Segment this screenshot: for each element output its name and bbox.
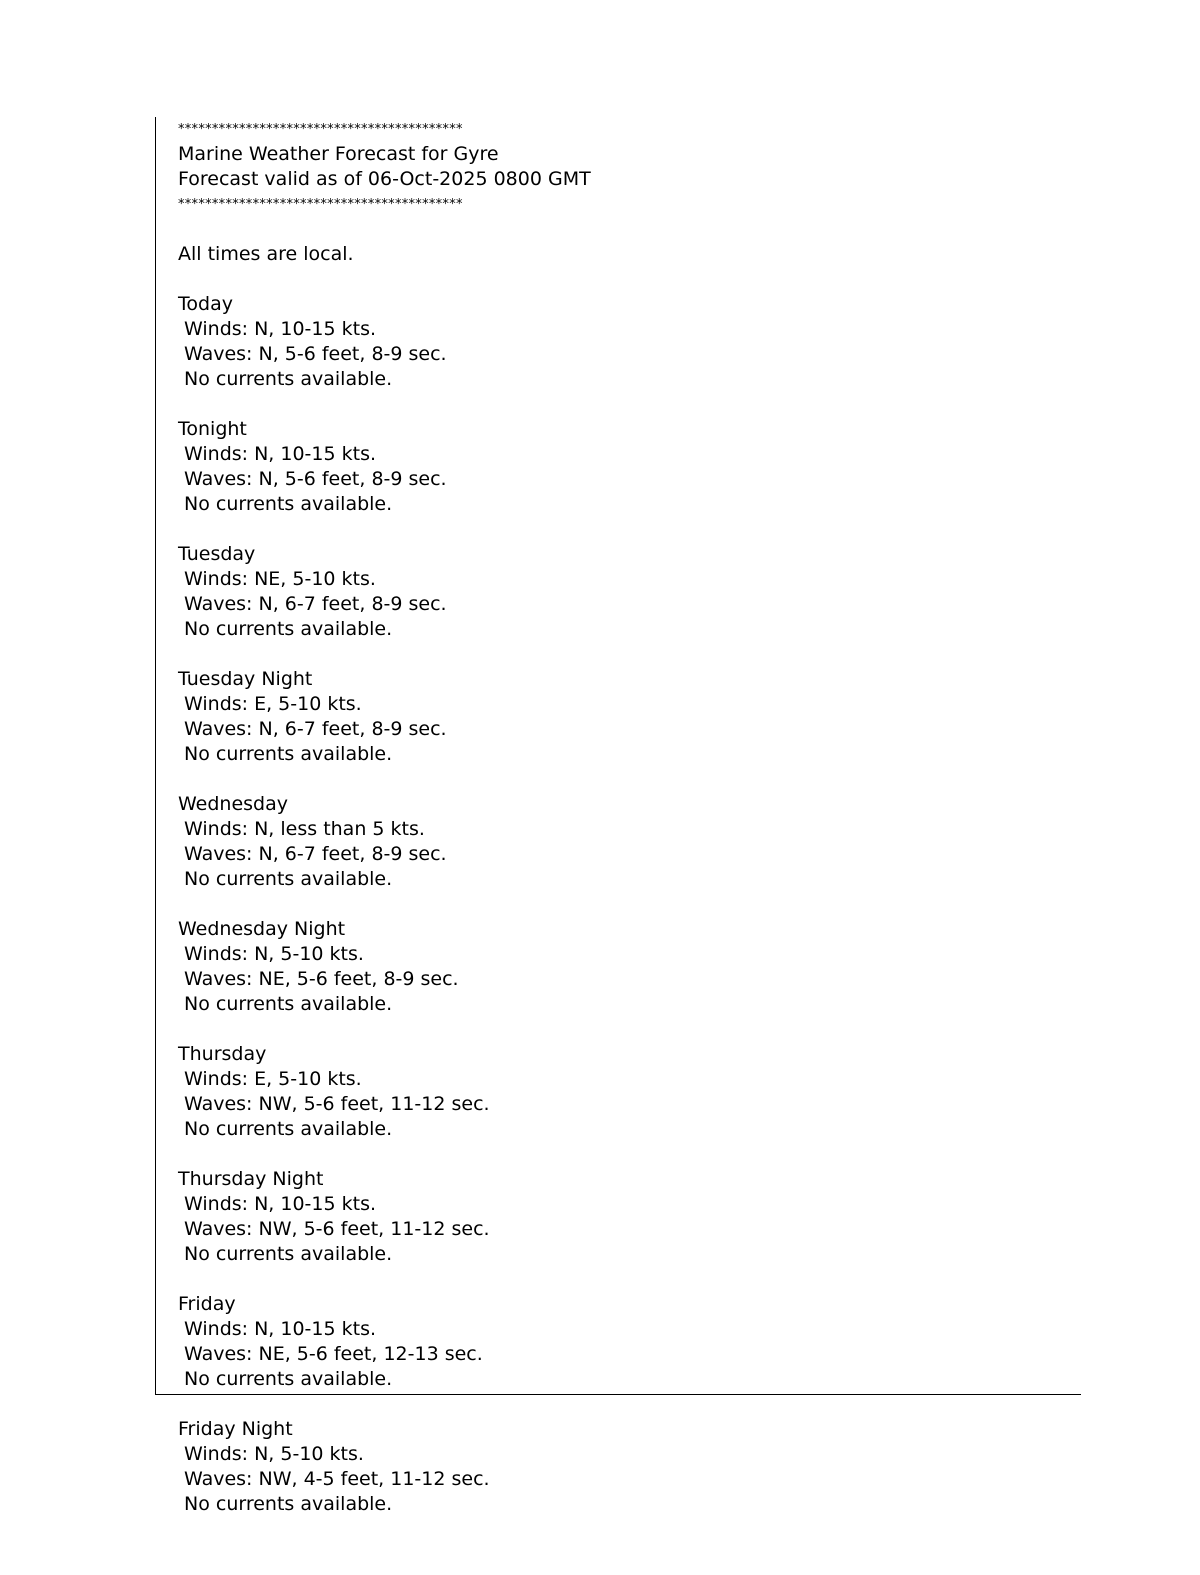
stars-divider-top: ******************************************	[178, 122, 463, 137]
forecast-period	[178, 1017, 1058, 1142]
period-currents: No currents available.	[184, 993, 393, 1015]
period-name: Thursday Night	[178, 1168, 324, 1190]
period-waves: Waves: NW, 4-5 feet, 11-12 sec.	[184, 1468, 490, 1490]
spacer	[178, 1017, 1058, 1042]
spacer	[178, 392, 1058, 417]
period-name: Today	[178, 293, 233, 315]
period-name: Wednesday Night	[178, 918, 346, 940]
period-name: Wednesday	[178, 793, 289, 815]
times-note: All times are local.	[178, 243, 354, 265]
period-waves: Waves: NE, 5-6 feet, 8-9 sec.	[184, 968, 459, 990]
period-waves: Waves: N, 6-7 feet, 8-9 sec.	[184, 843, 447, 865]
period-name: Tonight	[178, 418, 247, 440]
period-waves: Waves: N, 6-7 feet, 8-9 sec.	[184, 718, 447, 740]
period-name: Friday	[178, 1293, 236, 1315]
period-currents: No currents available.	[184, 1368, 393, 1390]
period-winds: Winds: N, 5-10 kts.	[184, 1443, 364, 1465]
period-name: Tuesday	[178, 543, 256, 565]
forecast-period	[178, 1392, 1058, 1517]
spacer	[178, 1142, 1058, 1167]
period-currents: No currents available.	[184, 743, 393, 765]
period-name: Friday Night	[178, 1418, 293, 1440]
forecast-period	[178, 267, 1058, 392]
period-winds: Winds: N, 10-15 kts.	[184, 443, 377, 465]
period-waves: Waves: NW, 5-6 feet, 11-12 sec.	[184, 1093, 490, 1115]
forecast-period	[178, 642, 1058, 767]
spacer	[178, 517, 1058, 542]
period-waves: Waves: N, 6-7 feet, 8-9 sec.	[184, 593, 447, 615]
period-currents: No currents available.	[184, 618, 393, 640]
spacer	[178, 1392, 1058, 1417]
forecast-period	[178, 392, 1058, 517]
period-waves: Waves: NW, 5-6 feet, 11-12 sec.	[184, 1218, 490, 1240]
period-winds: Winds: N, 10-15 kts.	[184, 1193, 377, 1215]
period-winds: Winds: N, 5-10 kts.	[184, 943, 364, 965]
period-waves: Waves: N, 5-6 feet, 8-9 sec.	[184, 343, 447, 365]
forecast-period	[178, 1267, 1058, 1392]
spacer	[178, 767, 1058, 792]
period-currents: No currents available.	[184, 1493, 393, 1515]
spacer	[178, 217, 1058, 242]
forecast-document	[178, 117, 1058, 1517]
period-winds: Winds: E, 5-10 kts.	[184, 693, 362, 715]
forecast-valid-time: Forecast valid as of 06-Oct-2025 0800 GMT	[178, 168, 591, 190]
period-name: Thursday	[178, 1043, 267, 1065]
period-winds: Winds: N, less than 5 kts.	[184, 818, 425, 840]
period-winds: Winds: N, 10-15 kts.	[184, 1318, 377, 1340]
period-waves: Waves: N, 5-6 feet, 8-9 sec.	[184, 468, 447, 490]
period-currents: No currents available.	[184, 1243, 393, 1265]
stars-divider-bottom: ******************************************	[178, 197, 463, 212]
period-name: Tuesday Night	[178, 668, 313, 690]
spacer	[178, 267, 1058, 292]
period-winds: Winds: E, 5-10 kts.	[184, 1068, 362, 1090]
period-currents: No currents available.	[184, 1118, 393, 1140]
period-waves: Waves: NE, 5-6 feet, 12-13 sec.	[184, 1343, 483, 1365]
forecast-period	[178, 1142, 1058, 1267]
period-currents: No currents available.	[184, 868, 393, 890]
spacer	[178, 1267, 1058, 1292]
period-currents: No currents available.	[184, 368, 393, 390]
period-winds: Winds: N, 10-15 kts.	[184, 318, 377, 340]
forecast-period	[178, 892, 1058, 1017]
forecast-title: Marine Weather Forecast for Gyre	[178, 143, 499, 165]
forecast-period	[178, 767, 1058, 892]
forecast-period	[178, 517, 1058, 642]
period-currents: No currents available.	[184, 493, 393, 515]
spacer	[178, 892, 1058, 917]
period-winds: Winds: NE, 5-10 kts.	[184, 568, 376, 590]
forecast-periods	[178, 267, 1058, 1517]
spacer	[178, 642, 1058, 667]
